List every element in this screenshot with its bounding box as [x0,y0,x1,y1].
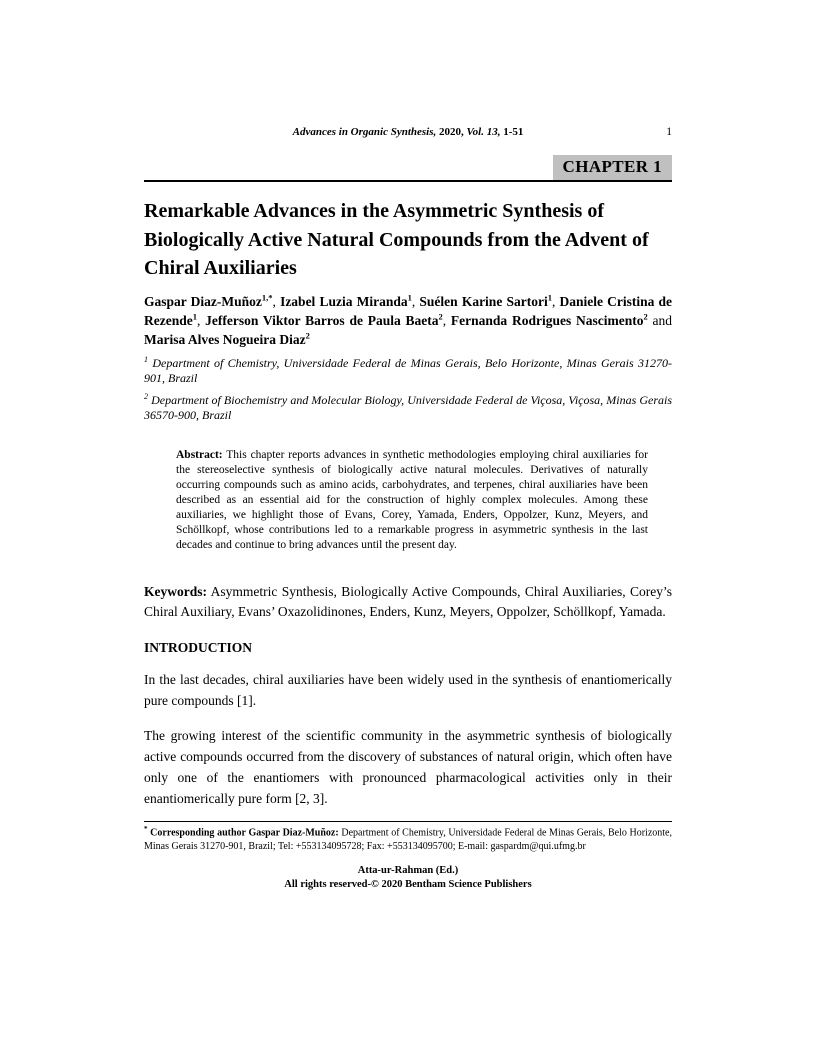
author-superscript: 1,* [261,292,273,303]
author: Izabel Luzia Miranda$^1$, [280,292,420,310]
keywords-text: Asymmetric Synthesis, Biologically Active Compounds, Chiral Auxiliaries, Corey’s Chiral Auxiliary, Evans’ Oxazolidinones, Enders, Kunz, Meyers, Oppolzer, Schöllkopf, Yamada. [144,583,672,620]
page-footer [144,864,672,892]
footnote-text: Department of Chemistry, Universidade Federal de Minas Gerais, Belo Horizonte, Minas Gerais 31270-901, Brazil; Tel: +553134095728; Fax: +553134095700; E-mail: gaspardm@qui.ufmg.br [144,827,672,852]
page-number: 1 [666,126,672,138]
author: Daniele Cristina de Rezende$^1$, [144,294,673,328]
author-superscript: 2 [438,311,443,322]
footer-copyright: All rights reserved-© 2020 Bentham Science Publishers [284,879,532,891]
author: Jefferson Viktor Barros de Paula Baeta$^2$, [205,311,451,328]
author: Gaspar Diaz-Muñoz$^{1,*}$, [144,292,281,310]
affiliation-superscript: 2 [144,391,148,401]
authors-line [144,293,672,349]
footer-editor: Atta-ur-Rahman (Ed.) [357,865,459,877]
journal-name: Advances in Organic Synthesis, [292,126,437,138]
author: Marisa Alves Nogueira Diaz$^2$ [144,330,310,347]
affiliation-2: $^2$ Department of Biochemistry and Molecular Biology, Universidade Federal de Viçosa, Viçosa, Minas Gerais 36570-900, Brazil [144,391,672,422]
abstract-block [176,448,648,553]
affiliation-superscript: 1 [144,354,148,364]
author-superscript: 2 [643,311,648,322]
footnote-marker: * [144,824,148,833]
paper-title: Remarkable Advances in the Asymmetric Synthesis of Biologically Active Natural Compounds from the Advent of Chiral Auxiliaries [144,200,649,280]
author-superscript: 1 [547,292,552,303]
chapter-rule [144,155,672,182]
section-heading-introduction: INTRODUCTION [144,640,253,656]
author: Suélen Karine Sartori$^1$, [419,292,560,310]
body-paragraph-1: In the last decades, chiral auxiliaries have been widely used in the synthesis of enantiomerically pure compounds [1]. [144,672,672,709]
chapter-badge: CHAPTER 1 [553,155,672,180]
author-superscript: 2 [305,330,310,341]
body-paragraph-2: The growing interest of the scientific community in the asymmetric synthesis of biologically active compounds occurred from the discovery of substances of natural origin, which often have only one of the enantiomers with pronounced pharmacological activities only in their enantiomerically pure form [2, 3]. [144,728,672,806]
abstract-text: This chapter reports advances in synthetic methodologies employing chiral auxiliaries for the stereoselective synthesis of biologically active natural molecules. Derivatives of naturally occurring compounds such as amino acids, carbohydrates, and terpenes, chiral auxiliaries have been described as an essential aid for the construction of highly complex molecules. Among these auxiliaries, we highlight those of Evans, Corey, Yamada, Enders, Oppolzer, Kunz, Meyers, and Schöllkopf, whose contributions led to a remarkable progress in asymmetric synthesis in the last decades and continue to bring advances until the present day. [176,448,648,551]
keywords-line [144,582,672,624]
footnote-rule [144,821,672,822]
corresponding-author-footnote [144,825,672,853]
affiliation-1: $^1$ Department of Chemistry, Universidade Federal de Minas Gerais, Belo Horizonte, Minas Gerais 31270-901, Brazil [144,354,672,385]
running-header [144,126,672,142]
author-superscript: 1 [192,311,197,322]
author-superscript: 1 [407,292,412,303]
author: Fernanda Rodrigues Nascimento$^2$ and [450,311,673,328]
journal-citation [293,126,524,138]
journal-year: 2020, [436,126,467,138]
keywords-label: Keywords: [144,583,207,599]
footnote-bold: Corresponding author Gaspar Diaz-Muñoz: [147,827,339,839]
abstract-label: Abstract: [176,448,223,461]
journal-volume: Vol. 13, [466,126,501,138]
journal-pages: 1-51 [500,126,524,138]
